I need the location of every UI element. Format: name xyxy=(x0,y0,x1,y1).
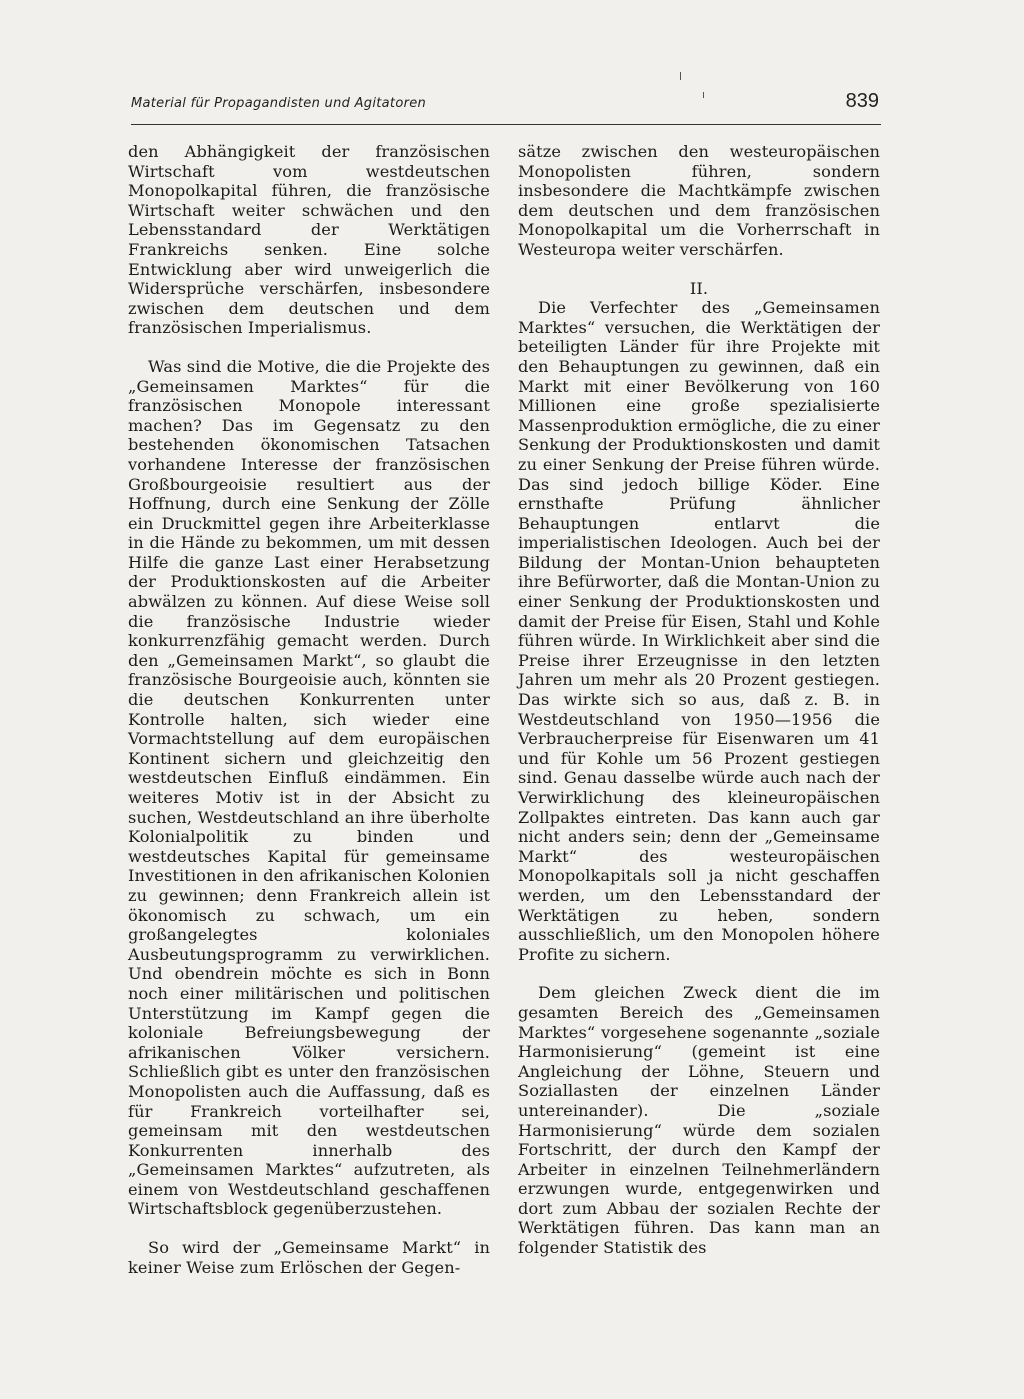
header-title: Material für Propagandisten und Agitatoren xyxy=(131,96,427,111)
right-column xyxy=(518,142,880,1258)
left-paragraph-1: den Abhängigkeit der französischen Wirtschaft vom westdeutschen Monopolkapital führen, die französische Wirtschaft weiter schwächen und den Lebensstandard der Werktätigen Frankreichs senken. Eine solche Entwicklung aber wird unweigerlich die Widersprüche verschärfen, insbesondere zwischen dem deutschen und dem französischen Imperialismus. xyxy=(128,142,490,338)
right-paragraph-1: sätze zwischen den westeuropäischen Monopolisten führen, sondern insbesondere die Machtkämpfe zwischen dem deutschen und dem französischen Monopolkapital um die Vorherrschaft in Westeuropa weiter verschärfen. xyxy=(518,142,880,259)
left-paragraph-2: Was sind die Motive, die die Projekte des „Gemeinsamen Marktes“ für die französischen Monopole interessant machen? Das im Gegensatz zu den bestehenden ökonomischen Tatsachen vorhandene Interesse der französischen Großbourgeoisie resultiert aus der Hoffnung, durch eine Senkung der Zölle ein Druckmittel gegen ihre Arbeiterklasse in die Hände zu bekommen, um mit dessen Hilfe die ganze Last einer Herabsetzung der Produktionskosten auf die Arbeiter abwälzen zu können. Auf diese Weise soll die französische Industrie wieder konkurrenzfähig gemacht werden. Durch den „Gemeinsamen Markt“, so glaubt die französische Bourgeoisie auch, könnten sie die deutschen Konkurrenten unter Kontrolle halten, sich wieder eine Vormachtstellung auf dem europäischen Kontinent sichern und gleichzeitig den westdeutschen Einfluß eindämmen. Ein weiteres Motiv ist in der Absicht zu suchen, Westdeutschland an ihre überholte Kolonialpolitik zu binden und westdeutsches Kapital für gemeinsame Investitionen in den afrikanischen Kolonien zu gewinnen; denn Frankreich allein ist ökonomisch zu schwach, um ein großangelegtes koloniales Ausbeutungsprogramm zu verwirklichen. Und obendrein möchte es sich in Bonn noch einer militärischen und politischen Unterstützung im Kampf gegen die koloniale Befreiungsbewegung der afrikanischen Völker versichern. Schließlich gibt es unter den französischen Monopolisten auch die Auffassung, daß es für Frankreich vorteilhafter sei, gemeinsam mit den westdeutschen Konkurrenten innerhalb des „Gemeinsamen Marktes“ aufzutreten, als einem von Westdeutschland geschaffenen Wirtschaftsblock gegenüberzustehen. xyxy=(128,356,490,1219)
paragraph-gap xyxy=(518,260,880,279)
paragraph-gap xyxy=(128,338,490,357)
running-header xyxy=(131,90,881,125)
scan-speck-mark xyxy=(703,92,704,98)
section-heading: II. xyxy=(689,278,709,298)
page-number: 839 xyxy=(845,90,879,112)
paragraph-gap xyxy=(518,964,880,983)
paragraph-gap xyxy=(128,1219,490,1238)
right-paragraph-3: Dem gleichen Zweck dient die im gesamten Bereich des „Gemeinsamen Marktes“ vorgesehene sogenannte „soziale Harmonisierung“ (gemeint ist eine Angleichung der Löhne, Steuern und Soziallasten der einzelnen Länder untereinander). Die „soziale Harmonisierung“ würde dem sozialen Fortschritt, der durch den Kampf der Arbeiter in einzelnen Teilnehmerländern erzwungen wurde, entgegenwirken und dort zum Abbau der sozialen Rechte der Werktätigen führen. Das kann man an folgender Statistik des xyxy=(518,983,880,1258)
scan-speck-mark xyxy=(680,72,681,80)
right-paragraph-2: Die Verfechter des „Gemeinsamen Marktes“ versuchen, die Werktätigen der beteiligten Länder für ihre Projekte mit den Behauptungen zu gewinnen, daß ein Markt mit einer Bevölkerung von 160 Millionen eine große spezialisierte Massenproduktion ermögliche, die zu einer Senkung der Produktionskosten und damit zu einer Senkung der Preise führen würde. Das sind jedoch billige Köder. Eine ernsthafte Prüfung ähnlicher Behauptungen entlarvt die imperialistischen Ideologen. Auch bei der Bildung der Montan-Union behaupteten ihre Befürworter, daß die Montan-Union zu einer Senkung der Produktionskosten und damit der Preise für Eisen, Stahl und Kohle führen würde. In Wirklichkeit aber sind die Preise ihrer Erzeugnisse in den letzten Jahren um mehr als 20 Prozent gestiegen. Das wirkte sich so aus, daß z. B. in Westdeutschland von 1950—1956 die Verbraucherpreise für Eisenwaren um 41 und für Kohle um 56 Prozent gestiegen sind. Genau dasselbe würde auch nach der Verwirklichung des kleineuropäischen Zollpaktes eintreten. Das kann auch gar nicht anders sein; denn der „Gemeinsame Markt“ des westeuropäischen Monopolkapitals soll ja nicht geschaffen werden, um den Lebensstandard der Werktätigen zu heben, sondern ausschließlich, um den Monopolen höhere Profite zu sichern. xyxy=(518,298,880,964)
left-column xyxy=(128,142,490,1277)
left-paragraph-3: So wird der „Gemeinsame Markt“ in keiner Weise zum Erlöschen der Gegen- xyxy=(128,1238,490,1277)
